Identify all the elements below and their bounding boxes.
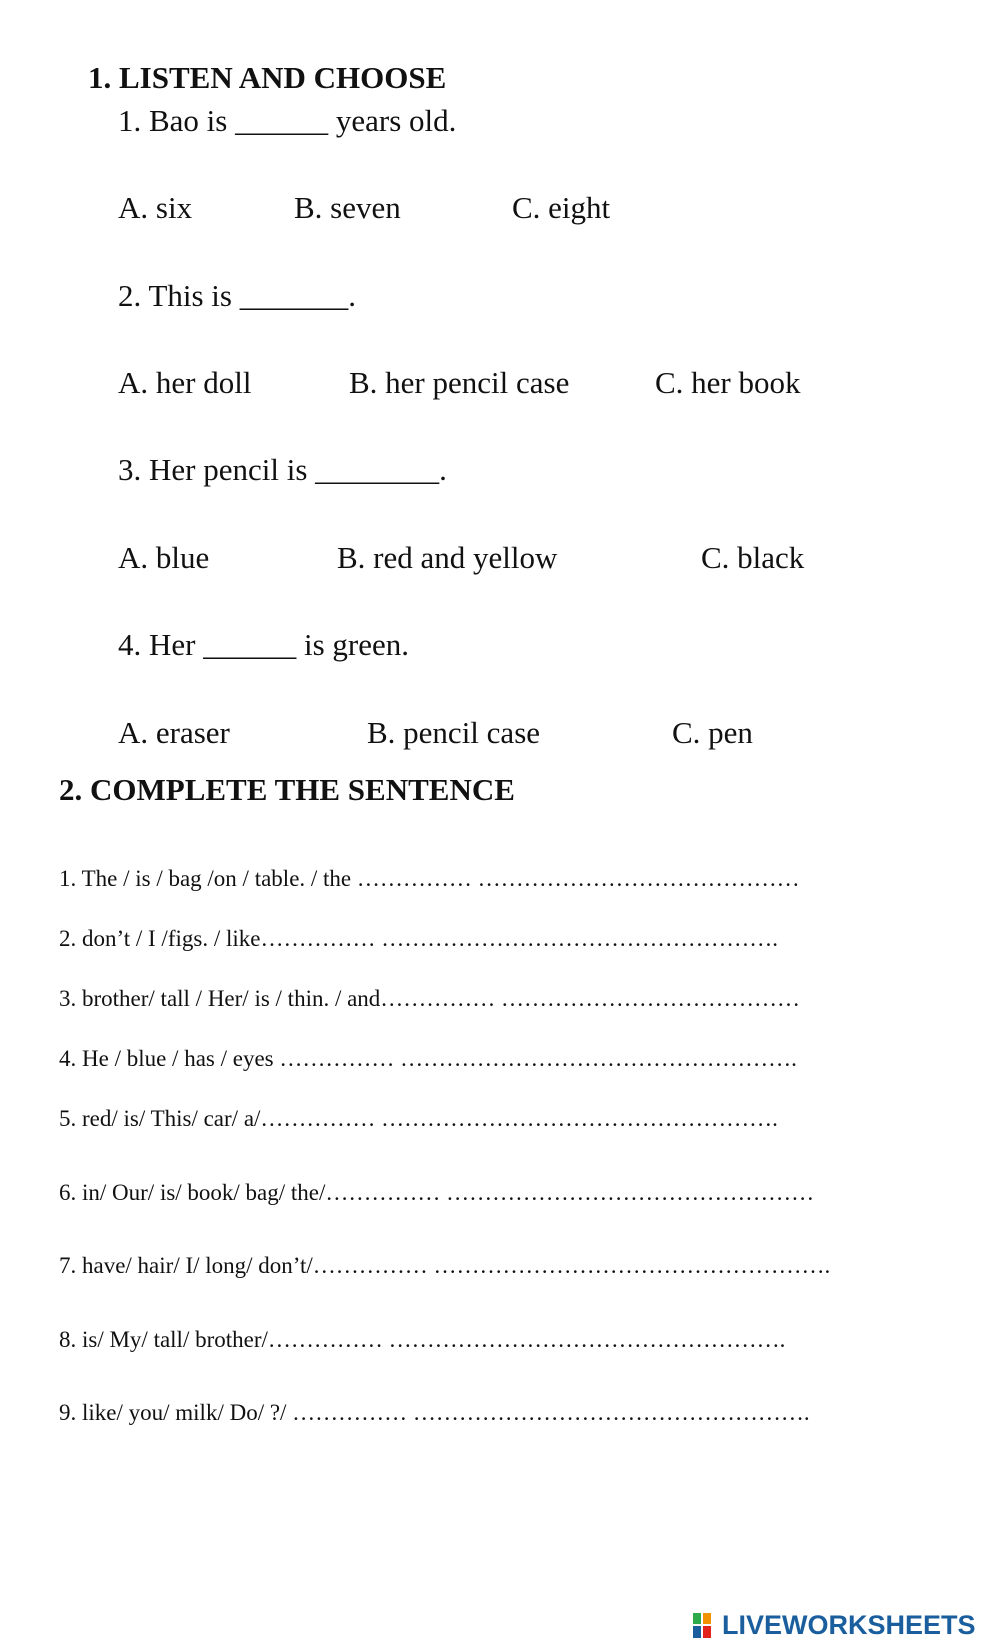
question-2-option-a[interactable]: A. her doll [118,365,252,400]
question-2-option-c[interactable]: C. her book [655,365,801,400]
liveworksheets-logo-text: LIVEWORKSHEETS [722,1610,976,1640]
liveworksheets-logo [693,1610,976,1641]
question-2-prompt: 2. This is _______. [118,278,356,313]
question-4-option-b[interactable]: B. pencil case [367,715,541,750]
section-1-title: 1. LISTEN AND CHOOSE [88,60,447,95]
liveworksheets-logo-icon [693,1613,719,1639]
sentence-9[interactable]: 9. like/ you/ milk/ Do/ ?/ …………… ……………………………………………. [59,1400,810,1425]
question-4-option-c[interactable]: C. pen [672,715,753,750]
question-4-prompt: 4. Her ______ is green. [118,627,409,662]
sentence-8[interactable]: 8. is/ My/ tall/ brother/…………… ……………………………………………. [59,1327,786,1352]
sentence-5[interactable]: 5. red/ is/ This/ car/ a/…………… ……………………………………………. [59,1106,778,1131]
sentence-3[interactable]: 3. brother/ tall / Her/ is / thin. / and…………… ………………………………… [59,986,801,1011]
question-3-option-a[interactable]: A. blue [118,540,210,575]
sentence-2[interactable]: 2. don’t / I /figs. / like…………… ……………………………………………. [59,926,778,951]
question-1-prompt: 1. Bao is ______ years old. [118,103,457,138]
question-2-option-b[interactable]: B. her pencil case [349,365,570,400]
question-4-option-a[interactable]: A. eraser [118,715,230,750]
sentence-4[interactable]: 4. He / blue / has / eyes …………… ……………………………………………. [59,1046,797,1071]
sentence-6[interactable]: 6. in/ Our/ is/ book/ bag/ the/…………… ………………………………………… [59,1180,815,1205]
question-3-prompt: 3. Her pencil is ________. [118,452,447,487]
question-1-option-b[interactable]: B. seven [294,190,401,225]
sentence-1[interactable]: 1. The / is / bag /on / table. / the …………… …………………………………… [59,866,800,891]
question-1-option-c[interactable]: C. eight [512,190,611,225]
sentence-7[interactable]: 7. have/ hair/ I/ long/ don’t/…………… ……………………………………………. [59,1253,831,1278]
section-2-title: 2. COMPLETE THE SENTENCE [59,772,515,807]
question-3-option-c[interactable]: C. black [701,540,805,575]
question-1-option-a[interactable]: A. six [118,190,193,225]
question-3-option-b[interactable]: B. red and yellow [337,540,558,575]
